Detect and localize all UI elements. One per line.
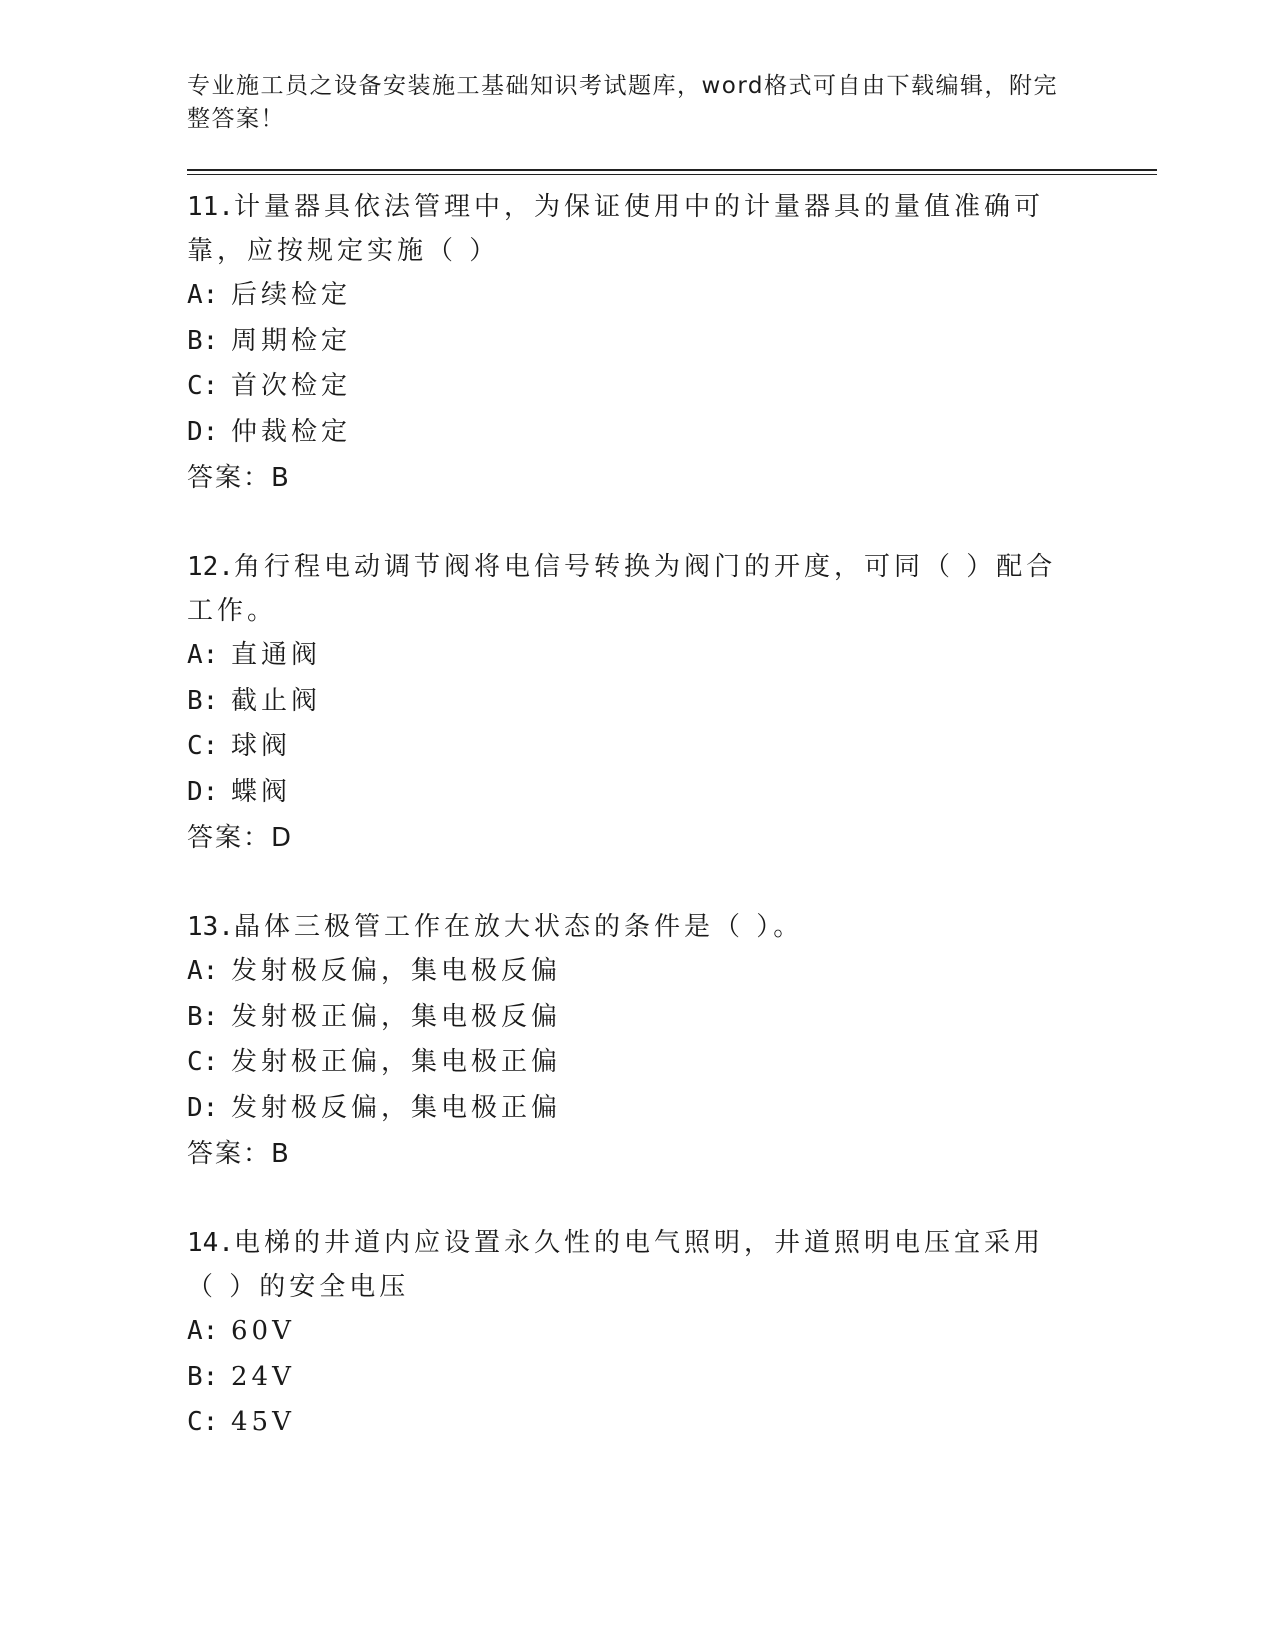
option-text: 后续检定 [231,280,352,310]
option-d [187,410,1147,456]
answer-text: 答案：D [187,823,294,853]
option-label: A: [187,956,219,986]
option-text: 发射极正偏，集电极反偏 [231,1001,562,1032]
option-text: 蝶阀 [231,776,292,807]
question-block [187,905,1147,1177]
option-text: 发射极反偏，集电极正偏 [231,1092,562,1123]
question-number: 11. [187,192,234,222]
option-text: 24V [231,1361,295,1392]
question-text [187,1221,1067,1309]
option-label: B: [187,1001,219,1032]
option-label: C: [187,371,219,401]
option-b [187,319,1147,365]
option-label: C: [187,1047,219,1077]
option-label: B: [187,325,219,356]
header-divider [187,169,1157,175]
question-stem: 角行程电动调节阀将电信号转换为阀门的开度，可同（ ）配合工作。 [187,552,1057,626]
option-b [187,1355,1147,1401]
option-text: 45V [231,1407,295,1437]
option-a [187,633,1147,679]
option-label: C: [187,1407,219,1437]
answer-text: 答案：B [187,1139,291,1169]
option-a [187,949,1147,995]
option-text: 发射极反偏，集电极反偏 [231,956,562,986]
option-b [187,995,1147,1041]
option-label: D: [187,416,219,447]
option-text: 球阀 [231,731,292,761]
option-text: 发射极正偏，集电极正偏 [231,1047,562,1077]
option-text: 60V [231,1316,295,1346]
option-text: 截止阀 [231,685,322,716]
question-stem: 计量器具依法管理中，为保证使用中的计量器具的量值准确可靠，应按规定实施（ ） [187,192,1044,266]
option-text: 首次检定 [231,371,352,401]
question-stem: 晶体三极管工作在放大状态的条件是（ ）。 [233,912,804,942]
option-label: D: [187,1092,219,1123]
option-text: 仲裁检定 [231,416,352,447]
question-block [187,185,1147,501]
document-page [187,70,1147,1446]
option-a [187,1309,1147,1355]
document-header: 专业施工员之设备安装施工基础知识考试题库，word格式可自由下载编辑，附完整答案！ [187,73,1059,132]
question-number: 14. [187,1228,234,1258]
option-b [187,679,1147,725]
question-block [187,1221,1147,1446]
question-text [187,905,1067,949]
option-a [187,273,1147,319]
question-text [187,185,1067,273]
option-label: A: [187,640,219,670]
option-d [187,1086,1147,1132]
question-number: 13. [187,912,234,942]
option-label: B: [187,1361,219,1392]
option-c [187,724,1147,770]
option-text: 直通阀 [231,640,322,670]
answer-text: 答案：B [187,463,291,493]
option-text: 周期检定 [231,325,352,356]
question-number: 12. [187,552,234,582]
option-label: B: [187,685,219,716]
option-c [187,1040,1147,1086]
question-text [187,545,1067,633]
option-label: C: [187,731,219,761]
option-label: A: [187,1316,219,1346]
option-d [187,770,1147,816]
option-label: D: [187,776,219,807]
option-label: A: [187,280,219,310]
question-stem: 电梯的井道内应设置永久性的电气照明，井道照明电压宜采用（ ）的安全电压 [187,1228,1044,1302]
option-c [187,364,1147,410]
option-c [187,1400,1147,1446]
question-block [187,545,1147,861]
